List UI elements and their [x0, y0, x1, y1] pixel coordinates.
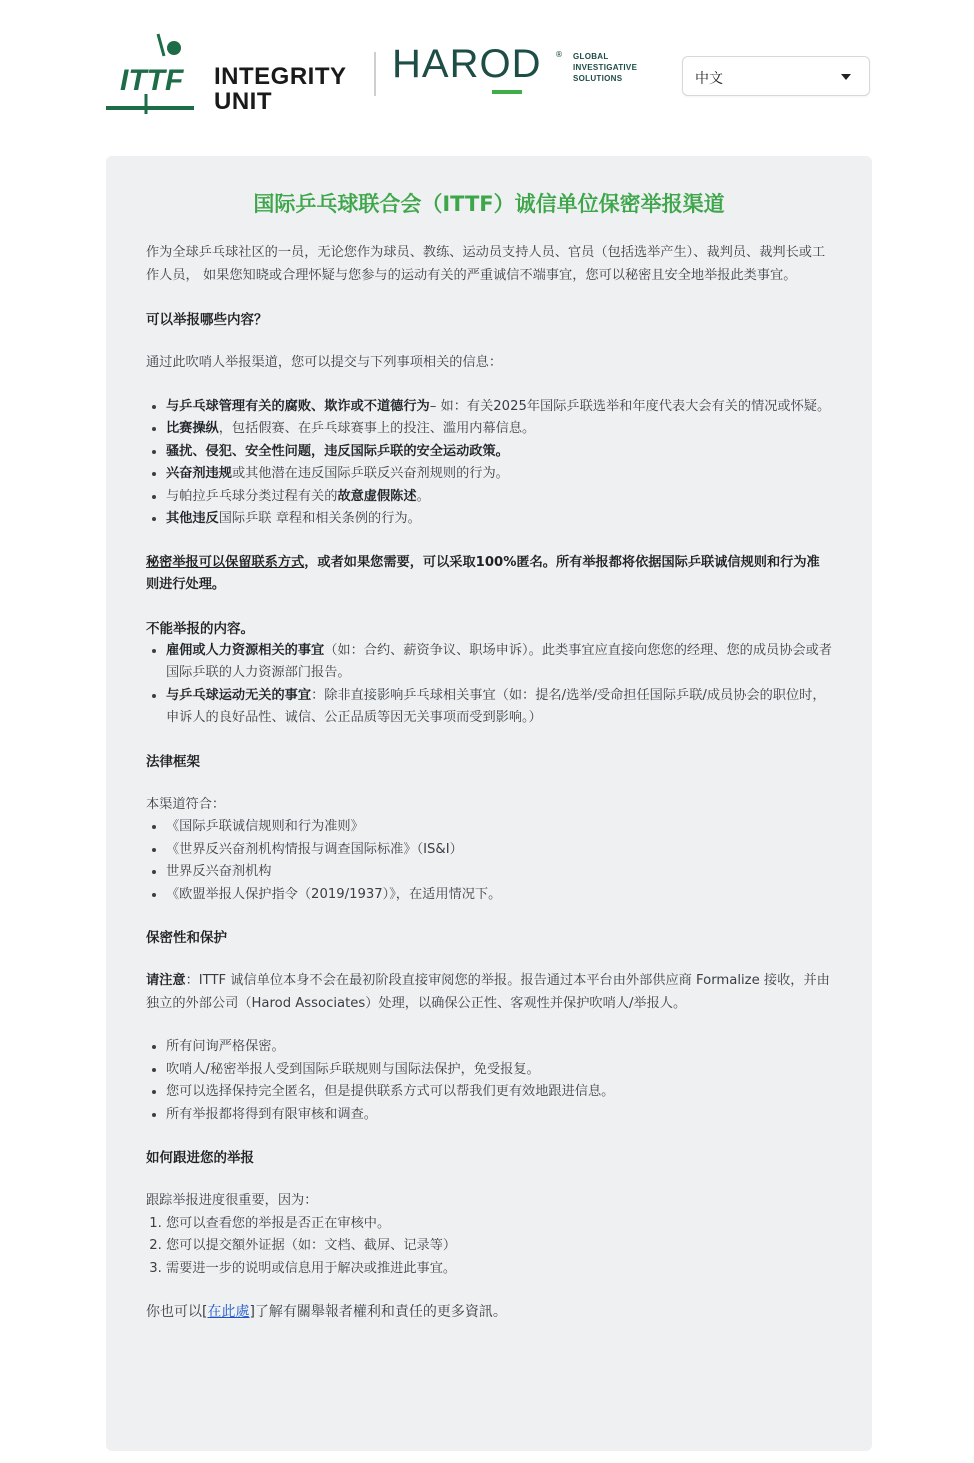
follow-up-heading: 如何跟进您的举报 — [146, 1150, 254, 1166]
confidentiality-item: • 所有问询严格保密。 — [166, 1036, 832, 1059]
language-select[interactable] — [682, 56, 870, 96]
legal-item: • 世界反兴奋剂机构 — [166, 861, 832, 884]
legal-heading: 法律框架 — [146, 753, 200, 770]
follow-up-intro: 跟踪举报进度很重要，因为： — [146, 1193, 318, 1208]
what-item: • 骚扰、侵犯、安全性问题，违反国际乒联的安全运动政策。 — [166, 441, 832, 464]
what-item: • 与乒乓球管理有关的腐败、欺诈或不道德行为– 如：有关2025年国际乒联选举和年度代表大会有关的情况或怀疑。 — [166, 396, 832, 419]
chevron-down-icon — [841, 74, 851, 80]
header-divider — [374, 52, 376, 96]
cannot-item: • 与乒乓球运动无关的事宜：除非直接影响乒乓球相关事宜（如：提名/选举/受命担任国际乒联/成员协会的职位时，申诉人的良好品性、诚信、公正品质等因无关事项而受到影响。） — [166, 685, 832, 730]
harod-underline — [492, 90, 522, 94]
what-heading: 可以举报哪些内容？ — [146, 312, 268, 328]
confidentiality-item: • 您可以选择保持完全匿名，但是提供联系方式可以帮我们更有效地跟进信息。 — [166, 1081, 832, 1104]
what-item: • 其他违反国际乒联 章程和相关条例的行为。 — [166, 508, 832, 531]
rights-link[interactable]: 在此處 — [207, 1304, 250, 1320]
confidentiality-item: • 吹哨人/秘密举报人受到国际乒联规则与国际法保护，免受报复。 — [166, 1059, 832, 1082]
legal-item: • 《欧盟举报人保护指令（2019/1937）》，在适用情况下。 — [166, 884, 832, 907]
follow-up-item: 1. 您可以查看您的举报是否正在审核中。 — [166, 1213, 832, 1236]
legal-intro: 本渠道符合： — [146, 796, 226, 812]
confidential-statement: 秘密举报可以保留联系方式，或者如果您需要，可以采取100%匿名。所有举报都将依据国际乒联诚信规则和行为准则进行处理。 — [146, 554, 820, 592]
intro-paragraph: 作为全球乒乓球社区的一员，无论您作为球员、教练、运动员支持人员、官员（包括选举产生）、裁判员、裁判长或工作人员， 如果您知晓或合理怀疑与您参与的运动有关的严重诚信不端事宜，您可以秘密且安全地举报此类事宜。 — [146, 245, 826, 283]
follow-up-list — [146, 1213, 832, 1281]
ittf-logo-text: ITTF — [120, 64, 184, 97]
ittf-logo — [106, 28, 206, 118]
report-info-card — [106, 156, 872, 1451]
harod-tag-line1: GLOBAL — [573, 52, 609, 61]
cannot-list — [146, 640, 832, 730]
integrity-line2: UNIT — [214, 88, 272, 115]
integrity-unit-label — [214, 64, 347, 114]
confidentiality-list — [146, 1036, 832, 1126]
confidentiality-heading: 保密性和保护 — [146, 930, 227, 946]
cannot-heading: 不能举报的内容。 — [146, 620, 254, 637]
what-list — [146, 396, 832, 531]
confidentiality-note: 请注意：ITTF 诚信单位本身不会在最初阶段直接审阅您的举报。报告通过本平台由外部供应商 Formalize 接收，并由独立的外部公司（Harod Associates）处理，以确保公正性、客观性并保护吹哨人/举报人。 — [146, 973, 830, 1011]
harod-tagline — [573, 51, 637, 84]
harod-tag-line2: INVESTIGATIVE — [573, 63, 638, 72]
follow-up-item: 2. 您可以提交額外证据（如：文档、截屏、记录等） — [166, 1235, 832, 1258]
header — [106, 28, 872, 120]
what-item: • 与帕拉乒乓球分类过程有关的故意虚假陈述。 — [166, 486, 832, 509]
what-intro: 通过此吹哨人举报渠道，您可以提交与下列事项相关的信息： — [146, 355, 503, 370]
harod-registered-mark: ® — [555, 50, 563, 59]
language-select-value: 中文 — [695, 71, 723, 87]
legal-item: • 《国际乒联诚信规则和行为准则》 — [166, 816, 832, 839]
footer-note: 你也可以[在此處]了解有關舉報者權利和責任的更多資訊。 — [146, 1304, 507, 1320]
harod-logo: HAROD — [392, 42, 542, 86]
what-item: • 兴奋剂违规或其他潜在违反国际乒联反兴奋剂规则的行为。 — [166, 463, 832, 486]
legal-item: • 《世界反兴奋剂机构情报与调查国际标准》（IS&I） — [166, 839, 832, 862]
harod-tag-line3: SOLUTIONS — [573, 74, 623, 83]
follow-up-item: 3. 需要进一步的说明或信息用于解决或推进此事宜。 — [166, 1258, 832, 1281]
confidentiality-item: • 所有举报都将得到有限审核和调查。 — [166, 1104, 832, 1127]
integrity-line1: INTEGRITY — [214, 63, 347, 90]
what-item: • 比赛操纵，包括假赛、在乒乓球赛事上的投注、滥用内幕信息。 — [166, 418, 832, 441]
cannot-item: • 雇佣或人力资源相关的事宜（如：合约、薪资争议、职场申诉）。此类事宜应直接向您您的经理、您的成员协会或者国际乒联的人力资源部门报告。 — [166, 640, 832, 685]
page-title: 国际乒乓球联合会（ITTF）诚信单位保密举报渠道 — [253, 192, 725, 216]
legal-list — [146, 816, 832, 906]
